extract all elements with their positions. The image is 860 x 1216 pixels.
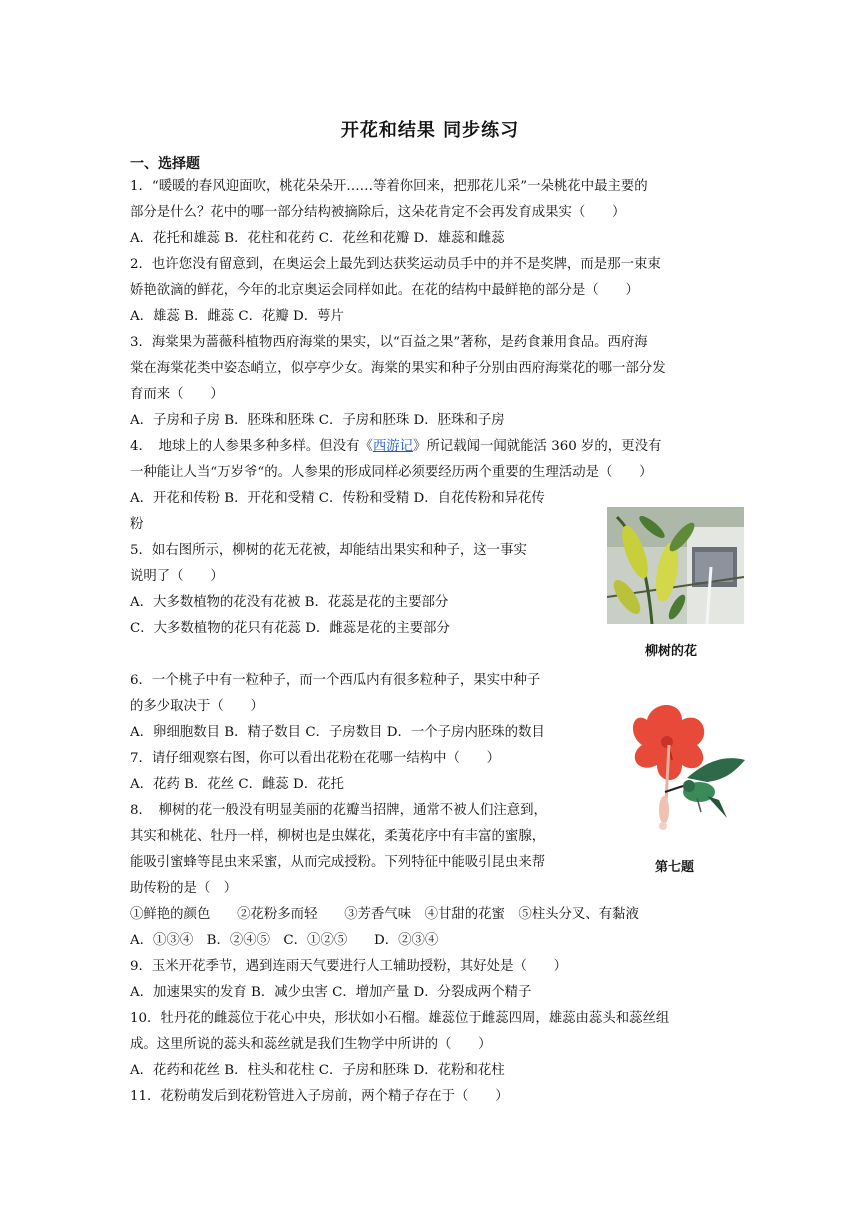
- question-8-options: A．①③④ B．②④⑤ C．①②⑤ D．②③④: [130, 933, 439, 948]
- xiyouji-link[interactable]: 西游记: [372, 439, 414, 454]
- question-9-line-1: 9．玉米开花季节，遇到连雨天气要进行人工辅助授粉，其好处是（ ）: [130, 959, 568, 974]
- question-4-options-1: A．开花和传粉 B．开花和受精 C．传粉和受精 D．自花传粉和异花传: [130, 491, 545, 506]
- question-4-text-a: 4． 地球上的人参果多种多样。但没有《: [130, 439, 373, 454]
- question-3-options: A．子房和子房 B．胚珠和胚珠 C．子房和胚珠 D．胚珠和子房: [130, 413, 505, 428]
- question-3-line-1: 3．海棠果为蔷薇科植物西府海棠的果实，以“百益之果”著称，是药食兼用食品。西府海: [130, 335, 648, 350]
- question-2-options: A．雄蕊 B．雌蕊 C．花瓣 D．萼片: [130, 309, 344, 324]
- question-8-line-4: 助传粉的是（ ）: [130, 881, 238, 896]
- question-4-text-b: 》所记载闻一闻就能活 360 岁的，更没有: [413, 439, 662, 454]
- question-5-options-2: C．大多数植物的花只有花蕊 D．雌蕊是花的主要部分: [130, 621, 450, 636]
- question-2-line-1: 2．也许您没有留意到，在奥运会上最先到达获奖运动员手中的并不是奖牌，而是那一束束: [130, 257, 661, 272]
- question-4-line-1: [130, 437, 661, 457]
- hibiscus-hummingbird-image: [627, 700, 747, 850]
- question-1-line-2: 部分是什么？花中的哪一部分结构被摘除后，这朵花肯定不会再发育成果实（ ）: [130, 205, 626, 220]
- question-10-options: A．花药和花丝 B．柱头和花柱 C．子房和胚珠 D．花粉和花柱: [130, 1063, 505, 1078]
- section-heading: 一、选择题: [130, 156, 200, 172]
- page-title: 开花和结果 同步练习: [340, 120, 520, 141]
- question-6-line-1: 6．一个桃子中有一粒种子，而一个西瓜内有很多粒种子，果实中种子: [130, 673, 541, 688]
- question-1-options: A．花托和雄蕊 B．花柱和花药 C．花丝和花瓣 D．雄蕊和雌蕊: [130, 231, 505, 246]
- willow-flower-image: [607, 507, 744, 624]
- question-6-options: A．卵细胞数目 B．精子数目 C．子房数目 D．一个子房内胚珠的数目: [130, 725, 545, 740]
- question-4-options-2: 粉: [130, 517, 144, 532]
- question-7-line-1: 7．请仔细观察右图，你可以看出花粉在花哪一结构中（ ）: [130, 751, 501, 766]
- question-8-items: ①鲜艳的颜色 ②花粉多而轻 ③芳香气味 ④甘甜的花蜜 ⑤柱头分叉、有黏液: [130, 907, 639, 922]
- question-4-line-2: 一种能让人当“万岁爷“的。人参果的形成同样必须要经历两个重要的生理活动是（ ）: [130, 465, 653, 480]
- question-8-line-1: 8． 柳树的花一般没有明显美丽的花瓣当招牌，通常不被人们注意到，: [130, 803, 547, 818]
- question-3-line-2: 棠在海棠花类中姿态峭立，似亭亭少女。海棠的果实和种子分别由西府海棠花的哪一部分发: [130, 361, 666, 376]
- figure-2-caption: 第七题: [655, 860, 695, 875]
- question-7-options: A．花药 B．花丝 C．雌蕊 D．花托: [130, 777, 344, 792]
- figure-1-caption: 柳树的花: [645, 644, 698, 659]
- question-8-line-3: 能吸引蜜蜂等昆虫来采蜜，从而完成授粉。下列特征中能吸引昆虫来帮: [130, 855, 546, 870]
- question-5-line-1: 5．如右图所示，柳树的花无花被，却能结出果实和种子，这一事实: [130, 543, 527, 558]
- question-6-line-2: 的多少取决于（ ）: [130, 699, 264, 714]
- question-10-line-1: 10．牡丹花的雌蕊位于花心中央，形状如小石榴。雄蕊位于雌蕊四周，雄蕊由蕊头和蕊丝组: [130, 1011, 670, 1026]
- question-11-line-1: 11．花粉萌发后到花粉管进入子房前，两个精子存在于（ ）: [130, 1089, 509, 1104]
- question-9-options: A．加速果实的发育 B．减少虫害 C．增加产量 D．分裂成两个精子: [130, 985, 532, 1000]
- question-10-line-2: 成。这里所说的蕊头和蕊丝就是我们生物学中所讲的（ ）: [130, 1037, 492, 1052]
- question-1-line-1: 1．“暖暖的春风迎面吹，桃花朵朵开……等着你回来，把那花儿采”一朵桃花中最主要的: [130, 179, 648, 194]
- question-5-line-2: 说明了（ ）: [130, 569, 224, 584]
- question-2-line-2: 娇艳欲滴的鲜花，今年的北京奥运会同样如此。在花的结构中最鲜艳的部分是（ ）: [130, 283, 639, 298]
- question-3-line-3: 育而来（ ）: [130, 387, 224, 402]
- question-8-line-2: 其实和桃花、牡丹一样，柳树也是虫媒花，柔荑花序中有丰富的蜜腺，: [130, 829, 546, 844]
- question-5-options-1: A．大多数植物的花没有花被 B．花蕊是花的主要部分: [130, 595, 449, 610]
